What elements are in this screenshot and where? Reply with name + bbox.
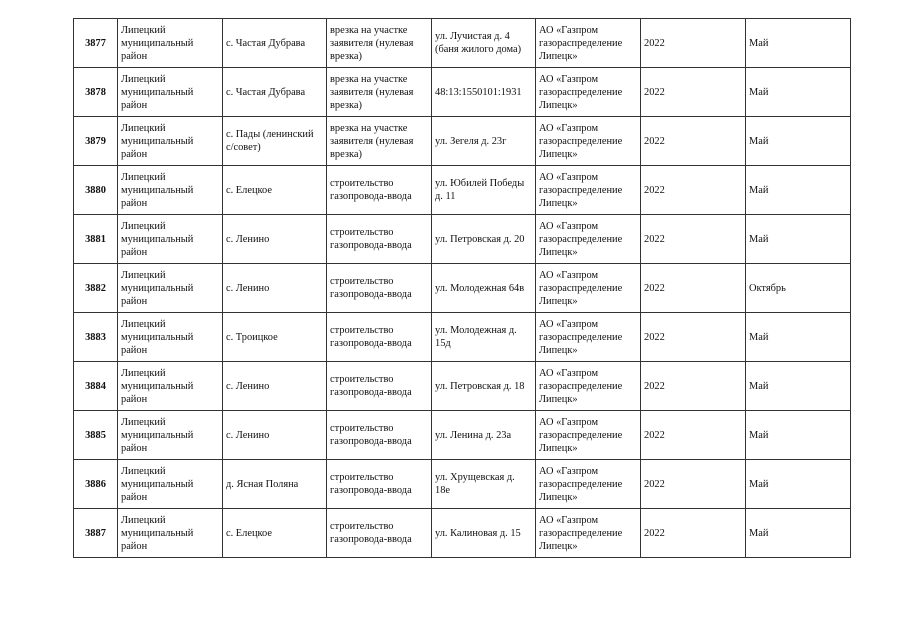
district-cell: Липецкий муниципальный район bbox=[118, 509, 223, 558]
table-body bbox=[74, 19, 851, 558]
address-cell: ул. Зегеля д. 23г bbox=[432, 117, 536, 166]
month-cell: Октябрь bbox=[746, 264, 851, 313]
month-cell: Май bbox=[746, 215, 851, 264]
month-cell: Май bbox=[746, 411, 851, 460]
work-type-cell: строительство газопровода-ввода bbox=[327, 460, 432, 509]
organization-cell: АО «Газпром газораспределение Липецк» bbox=[536, 460, 641, 509]
organization-cell: АО «Газпром газораспределение Липецк» bbox=[536, 68, 641, 117]
locality-cell: с. Ленино bbox=[223, 362, 327, 411]
organization-cell: АО «Газпром газораспределение Липецк» bbox=[536, 117, 641, 166]
organization-cell: АО «Газпром газораспределение Липецк» bbox=[536, 215, 641, 264]
work-type-cell: врезка на участке заявителя (нулевая врезка) bbox=[327, 117, 432, 166]
locality-cell: с. Частая Дубрава bbox=[223, 68, 327, 117]
table-row bbox=[74, 166, 851, 215]
table-row bbox=[74, 460, 851, 509]
district-cell: Липецкий муниципальный район bbox=[118, 215, 223, 264]
district-cell: Липецкий муниципальный район bbox=[118, 264, 223, 313]
year-cell: 2022 bbox=[641, 264, 746, 313]
address-cell: ул. Калиновая д. 15 bbox=[432, 509, 536, 558]
locality-cell: с. Частая Дубрава bbox=[223, 19, 327, 68]
district-cell: Липецкий муниципальный район bbox=[118, 362, 223, 411]
year-cell: 2022 bbox=[641, 68, 746, 117]
address-cell: ул. Юбилей Победы д. 11 bbox=[432, 166, 536, 215]
table-row bbox=[74, 19, 851, 68]
organization-cell: АО «Газпром газораспределение Липецк» bbox=[536, 166, 641, 215]
gasification-schedule-table bbox=[73, 18, 851, 558]
work-type-cell: строительство газопровода-ввода bbox=[327, 362, 432, 411]
month-cell: Май bbox=[746, 313, 851, 362]
address-cell: ул. Молодежная 64в bbox=[432, 264, 536, 313]
address-cell: ул. Хрущевская д. 18е bbox=[432, 460, 536, 509]
row-number-cell: 3887 bbox=[74, 509, 118, 558]
district-cell: Липецкий муниципальный район bbox=[118, 117, 223, 166]
year-cell: 2022 bbox=[641, 362, 746, 411]
organization-cell: АО «Газпром газораспределение Липецк» bbox=[536, 509, 641, 558]
work-type-cell: врезка на участке заявителя (нулевая врезка) bbox=[327, 19, 432, 68]
row-number-cell: 3886 bbox=[74, 460, 118, 509]
address-cell: ул. Молодежная д. 15д bbox=[432, 313, 536, 362]
work-type-cell: строительство газопровода-ввода bbox=[327, 411, 432, 460]
locality-cell: с. Троицкое bbox=[223, 313, 327, 362]
month-cell: Май bbox=[746, 166, 851, 215]
table-row bbox=[74, 215, 851, 264]
address-cell: ул. Ленина д. 23а bbox=[432, 411, 536, 460]
district-cell: Липецкий муниципальный район bbox=[118, 166, 223, 215]
row-number-cell: 3885 bbox=[74, 411, 118, 460]
year-cell: 2022 bbox=[641, 460, 746, 509]
work-type-cell: строительство газопровода-ввода bbox=[327, 509, 432, 558]
locality-cell: с. Елецкое bbox=[223, 166, 327, 215]
month-cell: Май bbox=[746, 117, 851, 166]
row-number-cell: 3878 bbox=[74, 68, 118, 117]
work-type-cell: врезка на участке заявителя (нулевая врезка) bbox=[327, 68, 432, 117]
district-cell: Липецкий муниципальный район bbox=[118, 460, 223, 509]
work-type-cell: строительство газопровода-ввода bbox=[327, 313, 432, 362]
month-cell: Май bbox=[746, 19, 851, 68]
month-cell: Май bbox=[746, 362, 851, 411]
month-cell: Май bbox=[746, 460, 851, 509]
table-row bbox=[74, 362, 851, 411]
locality-cell: с. Ленино bbox=[223, 411, 327, 460]
month-cell: Май bbox=[746, 68, 851, 117]
district-cell: Липецкий муниципальный район bbox=[118, 411, 223, 460]
row-number-cell: 3883 bbox=[74, 313, 118, 362]
year-cell: 2022 bbox=[641, 166, 746, 215]
year-cell: 2022 bbox=[641, 19, 746, 68]
address-cell: ул. Петровская д. 18 bbox=[432, 362, 536, 411]
work-type-cell: строительство газопровода-ввода bbox=[327, 215, 432, 264]
work-type-cell: строительство газопровода-ввода bbox=[327, 166, 432, 215]
row-number-cell: 3879 bbox=[74, 117, 118, 166]
row-number-cell: 3877 bbox=[74, 19, 118, 68]
row-number-cell: 3884 bbox=[74, 362, 118, 411]
organization-cell: АО «Газпром газораспределение Липецк» bbox=[536, 19, 641, 68]
table-row bbox=[74, 509, 851, 558]
organization-cell: АО «Газпром газораспределение Липецк» bbox=[536, 411, 641, 460]
organization-cell: АО «Газпром газораспределение Липецк» bbox=[536, 313, 641, 362]
table-row bbox=[74, 68, 851, 117]
table-row bbox=[74, 313, 851, 362]
address-cell: 48:13:1550101:1931 bbox=[432, 68, 536, 117]
row-number-cell: 3882 bbox=[74, 264, 118, 313]
address-cell: ул. Петровская д. 20 bbox=[432, 215, 536, 264]
organization-cell: АО «Газпром газораспределение Липецк» bbox=[536, 362, 641, 411]
month-cell: Май bbox=[746, 509, 851, 558]
table-row bbox=[74, 411, 851, 460]
district-cell: Липецкий муниципальный район bbox=[118, 313, 223, 362]
locality-cell: с. Елецкое bbox=[223, 509, 327, 558]
address-cell: ул. Лучистая д. 4 (баня жилого дома) bbox=[432, 19, 536, 68]
table-row bbox=[74, 117, 851, 166]
locality-cell: с. Ленино bbox=[223, 264, 327, 313]
organization-cell: АО «Газпром газораспределение Липецк» bbox=[536, 264, 641, 313]
district-cell: Липецкий муниципальный район bbox=[118, 19, 223, 68]
table-row bbox=[74, 264, 851, 313]
locality-cell: д. Ясная Поляна bbox=[223, 460, 327, 509]
district-cell: Липецкий муниципальный район bbox=[118, 68, 223, 117]
locality-cell: с. Пады (ленинский с/совет) bbox=[223, 117, 327, 166]
year-cell: 2022 bbox=[641, 313, 746, 362]
row-number-cell: 3881 bbox=[74, 215, 118, 264]
year-cell: 2022 bbox=[641, 215, 746, 264]
year-cell: 2022 bbox=[641, 509, 746, 558]
year-cell: 2022 bbox=[641, 117, 746, 166]
locality-cell: с. Ленино bbox=[223, 215, 327, 264]
work-type-cell: строительство газопровода-ввода bbox=[327, 264, 432, 313]
row-number-cell: 3880 bbox=[74, 166, 118, 215]
year-cell: 2022 bbox=[641, 411, 746, 460]
